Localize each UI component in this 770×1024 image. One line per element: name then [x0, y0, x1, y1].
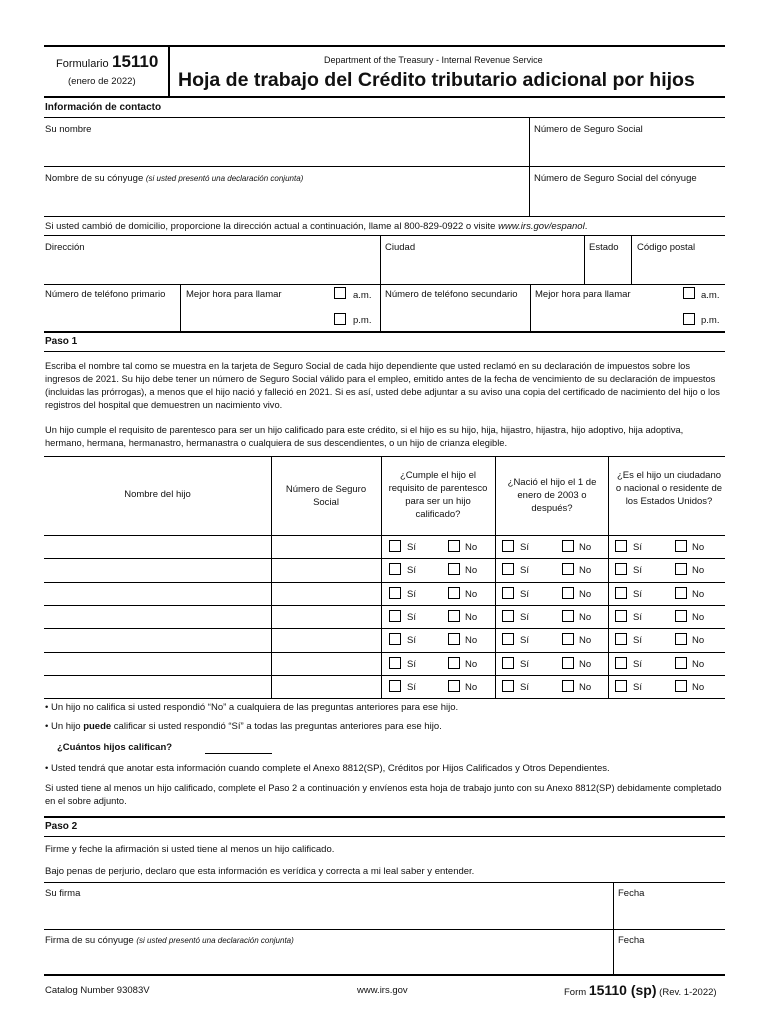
spouse-signature-text: Firma de su cónyuge	[45, 935, 134, 946]
rule	[44, 456, 725, 457]
step1-title: Paso 1	[45, 336, 78, 347]
q3-yes-label: Sí	[633, 611, 642, 623]
header-divider	[168, 45, 170, 96]
q2-no-label: No	[579, 542, 592, 553]
q2-no-checkbox[interactable]	[562, 657, 574, 669]
rule	[44, 535, 725, 536]
catalog-number: Catalog Number 93083V	[45, 985, 150, 996]
contact-section-title: Información de contacto	[45, 102, 162, 113]
q3-yes-checkbox[interactable]	[615, 540, 627, 552]
how-many-field[interactable]	[205, 753, 272, 754]
child-name-field[interactable]	[45, 560, 270, 579]
footer-form-prefix: Form	[564, 987, 587, 998]
q1-yes-checkbox[interactable]	[389, 540, 401, 552]
rule	[44, 628, 725, 629]
q1-yes-label: Sí	[407, 542, 416, 553]
irs-link[interactable]: www.irs.gov/espanol	[498, 221, 585, 232]
q3-no-label: No	[692, 658, 705, 670]
q3-no-checkbox[interactable]	[675, 587, 687, 599]
step1-paragraph-1: Escriba el nombre tal como se muestra en la tarjeta de Seguro Social de cada hijo dependiente que usted reclamó en su declaración de impuestos sobre los ingresos de 2021. Su hijo debe tener un número de Seguro Social válido para el empleo, emitido antes de la fecha de vencimiento de su declaración de impuestos (incluidas las prórrogas), a menos que el hijo nació y falleció en 2021. Si es así, usted debe adjuntar a su aviso una copia del certificado de nacimiento del hijo o los registros del hospital que demuestren un nacimiento vivo.	[45, 361, 720, 410]
am-label-1: a.m.	[353, 290, 372, 301]
q3-yes-checkbox[interactable]	[615, 633, 627, 645]
q1-no-label: No	[465, 542, 478, 553]
q2-yes-checkbox[interactable]	[502, 610, 514, 622]
q2-yes-checkbox[interactable]	[502, 540, 514, 552]
your-signature-field[interactable]	[44, 898, 612, 928]
q3-yes-label: Sí	[633, 542, 642, 553]
bullet-2-bold: puede	[83, 721, 112, 732]
q1-no-checkbox[interactable]	[448, 633, 460, 645]
q3-no-label: No	[692, 611, 705, 623]
date-label-1: Fecha	[618, 888, 645, 899]
address-label: Dirección	[45, 242, 85, 253]
q3-no-label: No	[692, 565, 705, 577]
col-q1-header: ¿Cumple el hijo el requisito de parentesco para ser un hijo calificado?	[388, 470, 488, 520]
q3-no-checkbox[interactable]	[675, 633, 687, 645]
q2-yes-label: Sí	[520, 658, 529, 670]
q1-no-label: No	[465, 635, 478, 647]
q1-no-label: No	[465, 588, 478, 600]
q3-yes-label: Sí	[633, 635, 642, 647]
q1-no-label: No	[465, 565, 478, 577]
am-checkbox-2[interactable]	[683, 287, 695, 299]
col-q2-header: ¿Nació el hijo el 1 de enero de 2003 o después?	[507, 477, 597, 514]
bullet-2: • Un hijo puede calificar si usted respondió “Sí” a todas las preguntas anteriores para ese hijo.	[45, 721, 442, 732]
q1-no-checkbox[interactable]	[448, 610, 460, 622]
q3-yes-checkbox[interactable]	[615, 587, 627, 599]
best-time-label-1: Mejor hora para llamar	[186, 289, 282, 300]
q2-yes-checkbox[interactable]	[502, 587, 514, 599]
q1-yes-checkbox[interactable]	[389, 563, 401, 575]
q2-no-label: No	[579, 588, 592, 600]
q2-yes-label: Sí	[520, 681, 529, 693]
rule	[44, 166, 725, 167]
q1-yes-checkbox[interactable]	[389, 680, 401, 692]
q2-no-checkbox[interactable]	[562, 633, 574, 645]
q2-yes-checkbox[interactable]	[502, 657, 514, 669]
q1-yes-label: Sí	[407, 588, 416, 600]
q3-yes-label: Sí	[633, 588, 642, 600]
q2-yes-checkbox[interactable]	[502, 680, 514, 692]
q2-yes-label: Sí	[520, 565, 529, 577]
q1-yes-label: Sí	[407, 611, 416, 623]
q3-no-checkbox[interactable]	[675, 657, 687, 669]
zip-field[interactable]	[632, 252, 725, 282]
form-date: (enero de 2022)	[68, 76, 136, 87]
q3-yes-label: Sí	[633, 658, 642, 670]
child-ssn-field[interactable]	[272, 654, 380, 673]
rule	[44, 216, 725, 217]
q2-no-checkbox[interactable]	[562, 540, 574, 552]
q2-no-checkbox[interactable]	[562, 587, 574, 599]
footer-form-number: 15110 (sp)	[588, 982, 657, 998]
q3-no-checkbox[interactable]	[675, 540, 687, 552]
spouse-ssn-field[interactable]	[530, 181, 725, 214]
q3-no-label: No	[692, 542, 705, 553]
rule	[180, 284, 181, 331]
form-label: Formulario	[56, 58, 109, 70]
address-notice-end: .	[584, 221, 588, 232]
q3-no-label: No	[692, 681, 705, 693]
rule	[44, 929, 725, 930]
q2-yes-label: Sí	[520, 635, 529, 647]
your-name-field[interactable]	[44, 132, 528, 165]
rule	[44, 558, 725, 559]
q3-yes-label: Sí	[633, 681, 642, 693]
date-field-2[interactable]	[614, 945, 725, 973]
q2-yes-label: Sí	[520, 611, 529, 623]
rule	[44, 816, 725, 818]
child-name-field[interactable]	[45, 654, 270, 673]
rule	[44, 331, 725, 333]
rule	[44, 235, 725, 236]
q1-yes-label: Sí	[407, 565, 416, 577]
state-field[interactable]	[585, 252, 630, 282]
city-label: Ciudad	[385, 242, 416, 253]
rule	[44, 117, 725, 118]
pm-label-1: p.m.	[353, 315, 372, 326]
bullet-3: • Usted tendrá que anotar esta información cuando complete el Anexo 8812(SP), Créditos por Hijos Calificados y Otros Dependientes.	[45, 763, 610, 774]
am-checkbox-1[interactable]	[334, 287, 346, 299]
rule	[44, 582, 725, 583]
q2-yes-label: Sí	[520, 542, 529, 553]
spouse-signature-field[interactable]	[44, 945, 612, 973]
city-field[interactable]	[381, 252, 583, 282]
ssn-field[interactable]	[530, 132, 725, 165]
child-ssn-field[interactable]	[272, 560, 380, 579]
q1-no-checkbox[interactable]	[448, 657, 460, 669]
rule	[44, 351, 725, 352]
rule	[608, 456, 609, 698]
step1-paragraph-2: Un hijo cumple el requisito de parentesco para ser un hijo calificado para este crédito, si el hijo es su hijo, hija, hijastro, hijastra, hijo adoptivo, hija adoptiva, hermano, hermana, hermanastro, hermanastra o cualquiera de sus descendientes, o un hijo de crianza elegible.	[45, 425, 684, 448]
page-title: Hoja de trabajo del Crédito tributario adicional por hijos	[178, 69, 695, 91]
q1-no-label: No	[465, 658, 478, 670]
primary-phone-field[interactable]	[44, 300, 179, 328]
q3-yes-checkbox[interactable]	[615, 657, 627, 669]
date-field-1[interactable]	[614, 898, 725, 928]
q3-no-checkbox[interactable]	[675, 610, 687, 622]
step2-title: Paso 2	[45, 821, 78, 832]
q2-no-checkbox[interactable]	[562, 563, 574, 575]
child-ssn-field[interactable]	[272, 607, 380, 626]
rule	[381, 456, 382, 698]
spouse-signature-note: (si usted presentó una declaración conjunta)	[136, 936, 294, 945]
child-name-field[interactable]	[45, 677, 270, 696]
q2-no-label: No	[579, 611, 592, 623]
rule	[44, 284, 725, 285]
how-many-label: ¿Cuántos hijos califican?	[57, 742, 173, 753]
q1-yes-label: Sí	[407, 658, 416, 670]
date-label-2: Fecha	[618, 935, 645, 946]
step2-line-2: Bajo penas de perjurio, declaro que esta información es verídica y correcta a mi leal saber y entender.	[45, 866, 475, 877]
best-time-label-2: Mejor hora para llamar	[535, 289, 631, 300]
q1-yes-checkbox[interactable]	[389, 657, 401, 669]
col-q3-header: ¿Es el hijo un ciudadano o nacional o residente de los Estados Unidos?	[615, 470, 723, 507]
child-ssn-field[interactable]	[272, 677, 380, 696]
col-ssn-header: Número de Seguro Social	[285, 484, 367, 508]
q3-yes-checkbox[interactable]	[615, 680, 627, 692]
secondary-phone-field[interactable]	[381, 300, 529, 328]
secondary-phone-label: Número de teléfono secundario	[385, 289, 518, 300]
q1-yes-checkbox[interactable]	[389, 587, 401, 599]
q1-yes-label: Sí	[407, 635, 416, 647]
your-name-label: Su nombre	[45, 124, 92, 135]
rule	[530, 284, 531, 331]
department: Department of the Treasury - Internal Revenue Service	[324, 55, 543, 65]
q2-no-label: No	[579, 635, 592, 647]
your-signature-label: Su firma	[45, 888, 81, 899]
q3-no-checkbox[interactable]	[675, 563, 687, 575]
footer-form-id	[564, 982, 717, 998]
q2-yes-checkbox[interactable]	[502, 563, 514, 575]
q3-yes-label: Sí	[633, 565, 642, 577]
zip-label: Código postal	[637, 242, 696, 253]
rule	[44, 605, 725, 606]
q1-no-label: No	[465, 611, 478, 623]
col-name-header: Nombre del hijo	[124, 489, 191, 500]
rule	[44, 675, 725, 676]
spouse-name-text: Nombre de su cónyuge	[45, 173, 144, 184]
q2-no-label: No	[579, 565, 592, 577]
q1-yes-label: Sí	[407, 681, 416, 693]
address-field[interactable]	[44, 252, 379, 282]
address-notice	[45, 221, 587, 232]
q1-yes-checkbox[interactable]	[389, 610, 401, 622]
address-notice-text: Si usted cambió de domicilio, proporcione la dirección actual a continuación, llame al 800-829-0922 o visite	[45, 221, 499, 232]
child-ssn-field[interactable]	[272, 537, 380, 556]
spouse-name-field[interactable]	[44, 181, 528, 214]
q2-yes-label: Sí	[520, 588, 529, 600]
children-table	[44, 456, 725, 698]
step1-closing: Si usted tiene al menos un hijo calificado, complete el Paso 2 a continuación y envíenos esta hoja de trabajo junto con su Anexo 8812(SP) debidamente completado en el sobre adjunto.	[45, 783, 722, 806]
ssn-label: Número de Seguro Social	[534, 124, 643, 135]
bullet-1-text: Un hijo no califica si usted respondió “No” a cualquiera de las preguntas anteriores para ese hijo.	[50, 702, 459, 713]
child-name-field[interactable]	[45, 537, 270, 556]
footer-website: www.irs.gov	[357, 985, 408, 996]
q1-no-checkbox[interactable]	[448, 680, 460, 692]
child-name-field[interactable]	[45, 607, 270, 626]
q3-yes-checkbox[interactable]	[615, 563, 627, 575]
rule	[44, 836, 725, 837]
q1-yes-checkbox[interactable]	[389, 633, 401, 645]
form-number: 15110	[112, 52, 159, 71]
bullet-1: • Un hijo no califica si usted respondió “No” a cualquiera de las preguntas anteriores para ese hijo.	[45, 702, 459, 713]
q3-no-checkbox[interactable]	[675, 680, 687, 692]
primary-phone-label: Número de teléfono primario	[45, 289, 166, 300]
top-rule	[44, 45, 725, 47]
pm-checkbox-1[interactable]	[334, 313, 346, 325]
rule	[44, 698, 725, 699]
header-rule	[44, 96, 725, 98]
q1-no-checkbox[interactable]	[448, 587, 460, 599]
q2-no-checkbox[interactable]	[562, 610, 574, 622]
rule	[44, 974, 725, 976]
q1-no-checkbox[interactable]	[448, 540, 460, 552]
step2-line-1: Firme y feche la afirmación si usted tiene al menos un hijo calificado.	[45, 844, 335, 855]
rule	[44, 652, 725, 653]
child-name-field[interactable]	[45, 630, 270, 649]
spouse-name-note: (si usted presentó una declaración conjunta)	[145, 174, 304, 183]
footer-revision: (Rev. 1-2022)	[659, 987, 717, 998]
q1-no-checkbox[interactable]	[448, 563, 460, 575]
q3-no-label: No	[692, 635, 705, 647]
q3-yes-checkbox[interactable]	[615, 610, 627, 622]
q2-no-label: No	[579, 681, 592, 693]
spouse-ssn-label: Número de Seguro Social del cónyuge	[534, 173, 697, 184]
am-label-2: a.m.	[701, 290, 720, 301]
rule	[495, 456, 496, 698]
state-label: Estado	[589, 242, 619, 253]
rule	[44, 882, 725, 883]
child-name-field[interactable]	[45, 584, 270, 603]
child-ssn-field[interactable]	[272, 584, 380, 603]
q2-yes-checkbox[interactable]	[502, 633, 514, 645]
q2-no-checkbox[interactable]	[562, 680, 574, 692]
child-ssn-field[interactable]	[272, 630, 380, 649]
q3-no-label: No	[692, 588, 705, 600]
pm-checkbox-2[interactable]	[683, 313, 695, 325]
bullet-3-text: Usted tendrá que anotar esta información cuando complete el Anexo 8812(SP), Créditos por Hijos Calificados y Otros Dependientes.	[50, 763, 610, 774]
q2-no-label: No	[579, 658, 592, 670]
bullet-2-post: calificar si usted respondió “Sí” a todas las preguntas anteriores para ese hijo.	[111, 721, 442, 732]
pm-label-2: p.m.	[701, 315, 720, 326]
bullet-2-pre: Un hijo	[50, 721, 84, 732]
q1-no-label: No	[465, 681, 478, 693]
